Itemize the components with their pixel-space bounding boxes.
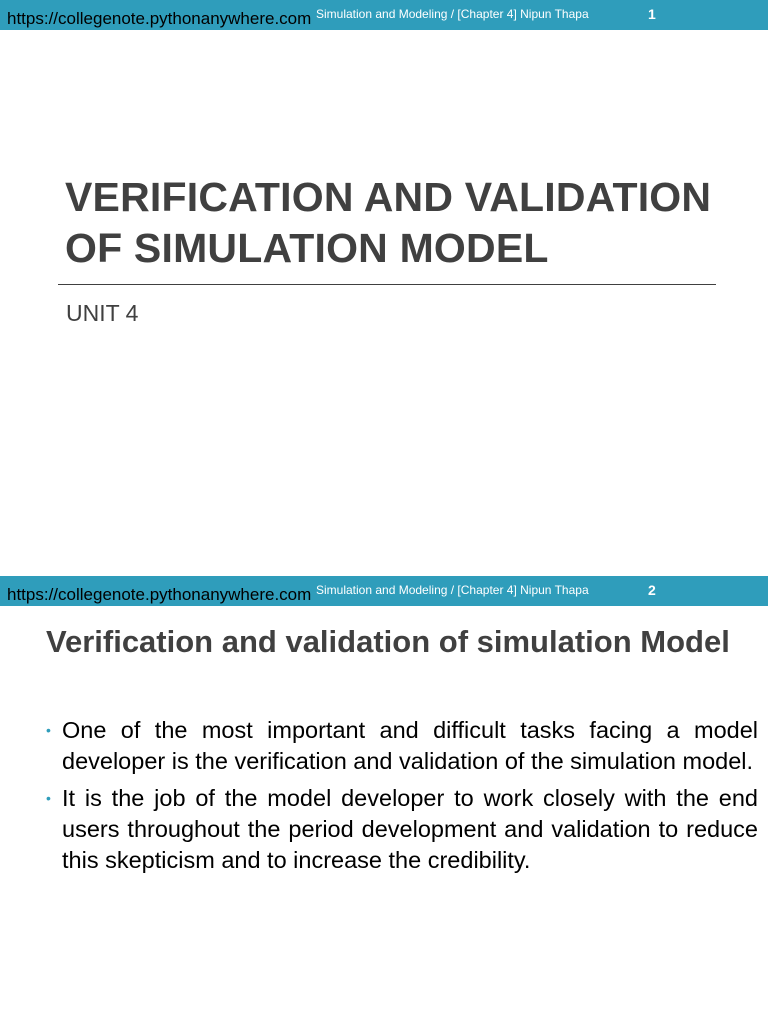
slide-heading: Verification and validation of simulation Model bbox=[46, 624, 730, 659]
slide-title-line-2: OF SIMULATION MODEL bbox=[65, 225, 549, 271]
bullet-item bbox=[46, 783, 758, 876]
slide-footer-text: Simulation and Modeling / [Chapter 4] Nipun Thapa bbox=[316, 7, 589, 21]
source-url-link[interactable]: https://collegenote.pythonanywhere.com bbox=[7, 585, 312, 604]
slide-title-line-1: VERIFICATION AND VALIDATION bbox=[65, 174, 712, 220]
slide-title bbox=[65, 172, 755, 274]
bullet-dot-icon: • bbox=[46, 790, 51, 806]
slide-number: 2 bbox=[648, 582, 656, 598]
bullet-list bbox=[46, 715, 758, 882]
bullet-item bbox=[46, 715, 758, 777]
slide-footer-text: Simulation and Modeling / [Chapter 4] Nipun Thapa bbox=[316, 583, 589, 597]
slide-number: 1 bbox=[648, 6, 656, 22]
title-divider bbox=[58, 284, 716, 285]
source-url-link[interactable]: https://collegenote.pythonanywhere.com bbox=[7, 9, 312, 28]
slide-subtitle: UNIT 4 bbox=[66, 300, 139, 326]
bullet-text: One of the most important and difficult tasks facing a model developer is the verification and validation of the simulation model. bbox=[62, 717, 758, 774]
slide-2 bbox=[0, 576, 768, 1024]
bullet-text: It is the job of the model developer to work closely with the end users throughout the period development and validation to reduce this skepticism and to increase the credibility. bbox=[62, 785, 758, 873]
bullet-dot-icon: • bbox=[46, 722, 51, 738]
